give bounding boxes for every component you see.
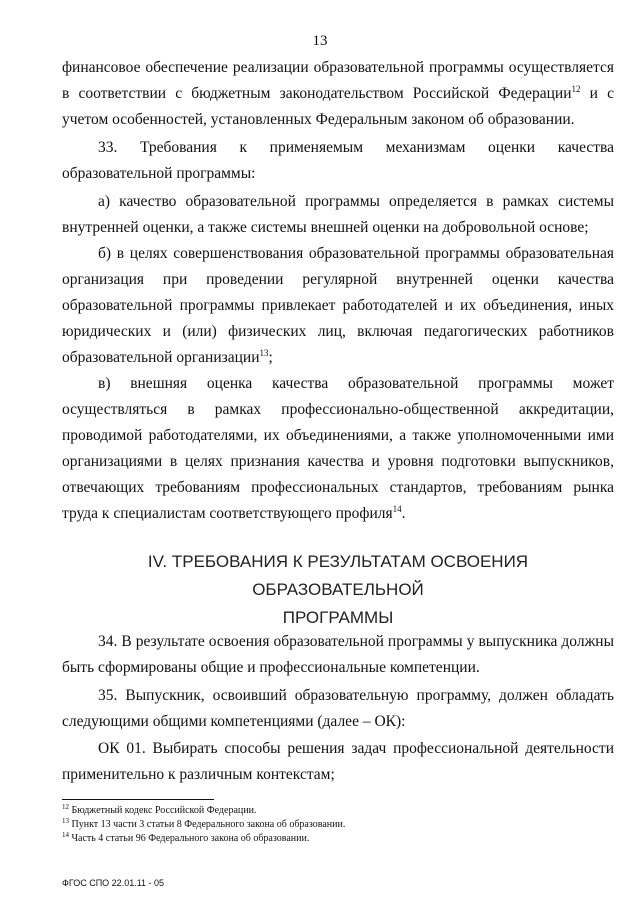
footnote-13	[62, 818, 345, 832]
paragraph-text: в) внешняя оценка качества образовательной программы может осуществляться в рамках профессионально-общественной аккредитации, проводимой работодателями, их объединениями, а также уполномоченными ими организациями в целях признания качества и уровня подготовки выпускников, отвечающих требованиям профессиональных стандартов, требованиям рынка труда к специалистам соответствующего профиля	[62, 375, 614, 522]
paragraph-text-tail: ;	[268, 349, 273, 366]
paragraph-ok01: ОК 01. Выбирать способы решения задач профессиональной деятельности применительно к различным контекстам;	[62, 740, 614, 783]
paragraph-33c	[62, 371, 614, 527]
footnote-ref-14: 14	[392, 504, 402, 514]
paragraph-33a: а) качество образовательной программы определяется в рамках системы внутренней оценки, а также системы внешней оценки на добровольной основе;	[62, 193, 614, 236]
footnote-14	[62, 832, 345, 846]
paragraph-text: б) в целях совершенствования образовательной программы образовательная организация при проведении регулярной внутренней оценки качества образовательной программы привлекает работодателей и их объединения, иных юридических и (или) физических лиц, включая педагогических работников образовательной организации	[62, 245, 614, 366]
footnote-number: 14	[62, 831, 69, 839]
footnote-number: 12	[62, 803, 69, 811]
footnotes	[62, 804, 345, 846]
footnote-text: Бюджетный кодекс Российской Федерации.	[69, 805, 257, 816]
section-heading-line2: ПРОГРАММЫ	[282, 608, 394, 627]
paragraph-text-tail: .	[401, 505, 406, 522]
paragraph-text: финансовое обеспечение реализации образовательной программы осуществляется в соответствии с бюджетным законодательством Российской Федерации	[62, 59, 614, 102]
paragraph-33: 33. Требования к применяемым механизмам оценки качества образовательной программы:	[62, 139, 614, 182]
footnote-number: 13	[62, 817, 69, 825]
footnote-12	[62, 804, 345, 818]
footnote-text: Пункт 13 части 3 статьи 8 Федерального закона об образовании.	[69, 819, 346, 830]
footnote-divider	[62, 799, 214, 800]
paragraph-text-tail: и с учетом особенностей, установленных Федеральным законом об образовании.	[62, 85, 614, 128]
section-heading	[62, 548, 614, 632]
footnote-ref-13: 13	[259, 348, 269, 358]
page-number: 13	[312, 33, 328, 49]
paragraph-funding	[62, 55, 614, 133]
paragraph-33b	[62, 241, 614, 371]
footnote-text: Часть 4 статьи 96 Федерального закона об образовании.	[69, 833, 310, 844]
document-code: ФГОС СПО 22.01.11 - 05	[62, 878, 165, 888]
footnote-ref-12: 12	[571, 84, 581, 94]
paragraph-35: 35. Выпускник, освоивший образовательную программу, должен обладать следующими общими компетенциями (далее – ОК):	[62, 687, 614, 730]
paragraph-34: 34. В результате освоения образовательной программы у выпускника должны быть сформированы общие и профессиональные компетенции.	[62, 633, 614, 676]
section-heading-line1: IV. ТРЕБОВАНИЯ К РЕЗУЛЬТАТАМ ОСВОЕНИЯ ОБРАЗОВАТЕЛЬНОЙ	[147, 552, 529, 599]
